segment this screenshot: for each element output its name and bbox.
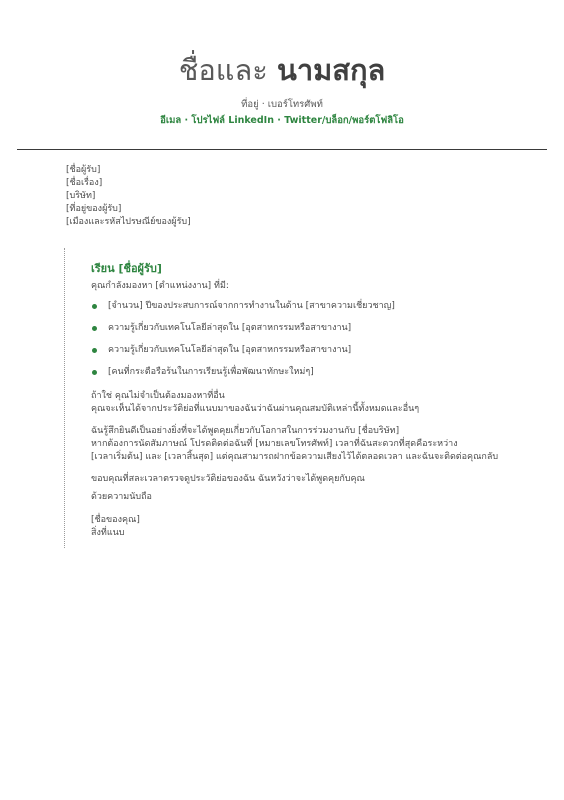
sender-first-name: ชื่อและ [178,53,268,87]
paragraph-1-line-1: ถ้าใช่ คุณไม่จำเป็นต้องมองหาที่อื่น [91,391,225,401]
recipient-address: [ที่อยู่ของผู้รับ] [66,204,122,214]
signature-name: [ชื่อของคุณ] [91,515,140,525]
bullet-icon [92,348,97,353]
list-item-text: ความรู้เกี่ยวกับเทคโนโลยีล่าสุดใน [อุตสาหกรรมหรือสาขางาน] [108,323,352,333]
bullet-icon [92,304,97,309]
paragraph-1-line-2: คุณจะเห็นได้จากประวัติย่อที่แนบมาของฉันว่าฉันผ่านคุณสมบัติเหล่านี้ทั้งหมดและอื่นๆ [91,404,420,414]
recipient-title: [ชื่อเรื่อง] [66,178,103,188]
thanks-paragraph: ขอบคุณที่สละเวลาตรวจดูประวัติย่อของฉัน ฉันหวังว่าจะได้พูดคุยกับคุณ [91,474,365,484]
list-item-text: ความรู้เกี่ยวกับเทคโนโลยีล่าสุดใน [อุตสาหกรรมหรือสาขางาน] [108,345,352,355]
bullet-icon [92,370,97,375]
list-item [91,300,395,322]
sender-address-phone: ที่อยู่ · เบอร์โทรศัพท์ [241,99,323,110]
sender-contact-links: อีเมล · โปรไฟล์ LinkedIn · Twitter/บล็อก/พอร์ตโฟลิโอ [160,115,404,126]
paragraph-2-line-1: ฉันรู้สึกยินดีเป็นอย่างยิ่งที่จะได้พูดคุยเกี่ยวกับโอกาสในการร่วมงานกับ [ชื่อบริษัท] [91,426,400,436]
recipient-block [66,164,191,229]
list-item [91,322,395,344]
salutation: เรียน [ชื่อผู้รับ] [91,262,162,275]
sender-name [0,50,564,90]
list-item-text: [จำนวน] ปีของประสบการณ์จากการทำงานในด้าน [สาขาความเชี่ยวชาญ] [108,301,395,311]
header-divider [17,149,547,150]
qualification-list [91,300,395,388]
letter-body [64,248,534,548]
intro-paragraph: คุณกำลังมองหา [ตำแหน่งงาน] ที่มี: [91,281,229,291]
list-item-text: [คนที่กระตือรือร้นในการเรียนรู้เพื่อพัฒนาทักษะใหม่ๆ] [108,367,314,377]
list-item [91,344,395,366]
letter-header [0,50,564,128]
recipient-company: [บริษัท] [66,191,96,201]
sender-last-name: นามสกุล [277,53,386,87]
list-item [91,366,395,388]
paragraph-2-line-2: หากต้องการนัดสัมภาษณ์ โปรดติดต่อฉันที่ [หมายเลขโทรศัพท์] เวลาที่ฉันสะดวกที่สุดคือระหว่าง [91,439,458,449]
recipient-name: [ชื่อผู้รับ] [66,165,101,175]
attachment-label: สิ่งที่แนบ [91,528,125,538]
paragraph-2-line-3: [เวลาเริ่มต้น] และ [เวลาสิ้นสุด] แต่คุณสามารถฝากข้อความเสียงไว้ได้ตลอดเวลา และฉันจะติดต่อคุณกลับ [91,452,499,462]
bullet-icon [92,326,97,331]
closing: ด้วยความนับถือ [91,492,152,502]
recipient-city-zip: [เมืองและรหัสไปรษณีย์ของผู้รับ] [66,217,191,227]
